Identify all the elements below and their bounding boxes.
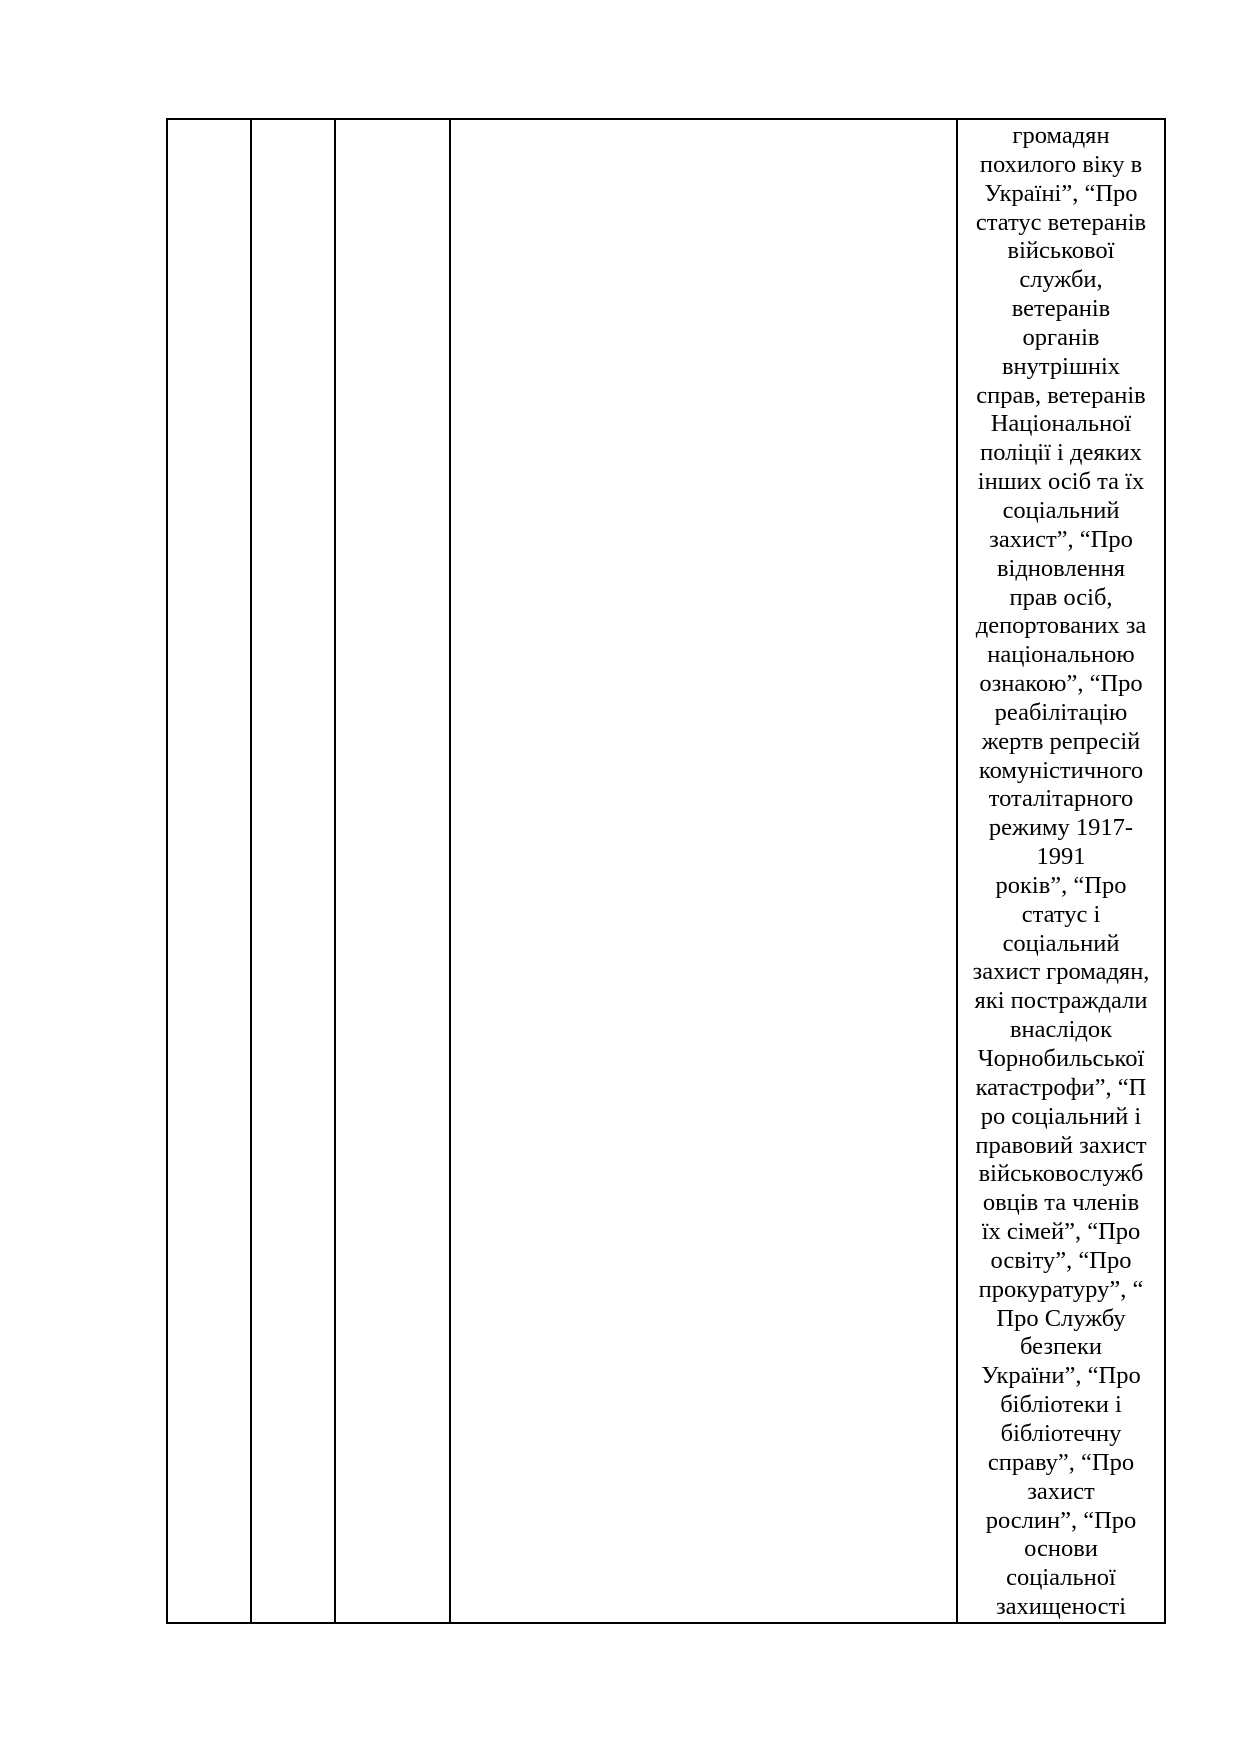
text-line: овців та членів <box>982 1189 1140 1217</box>
text-line: соціальний <box>1002 496 1120 524</box>
text-line: захист громадян, <box>972 958 1150 986</box>
text-line: Про Службу <box>996 1304 1126 1332</box>
text-line: України”, “Про <box>981 1362 1141 1390</box>
text-line: правовий захист <box>975 1131 1147 1159</box>
text-line: прав осіб, <box>1009 583 1113 611</box>
text-line: інших осіб та їх <box>977 468 1145 496</box>
text-line: ознакою”, “Про <box>979 670 1143 698</box>
table-cell-col-1 <box>167 119 251 1623</box>
table-cell-col-3 <box>335 119 450 1623</box>
text-line: 1991 <box>1036 843 1086 871</box>
text-line: катастрофи”, “П <box>975 1073 1147 1101</box>
table-cell-col-4 <box>450 119 957 1623</box>
text-line: поліції і деяких <box>980 439 1142 467</box>
text-line: ветеранів <box>1011 295 1111 323</box>
text-line: справу”, “Про <box>987 1448 1135 1476</box>
table-cell-col-2 <box>251 119 335 1623</box>
text-line: безпеки <box>1020 1333 1102 1361</box>
table-row <box>167 119 1165 1623</box>
text-line: режиму 1917- <box>988 814 1134 842</box>
table-cell-col-5 <box>957 119 1165 1623</box>
text-line: Національної <box>990 410 1132 438</box>
text-line: депортованих за <box>975 612 1147 640</box>
text-line: основи <box>1024 1535 1098 1563</box>
text-line: соціальний <box>1002 929 1120 957</box>
text-line: Україні”, “Про <box>984 179 1138 207</box>
text-line: національною <box>987 641 1135 669</box>
text-line: військовослужб <box>978 1160 1144 1188</box>
text-line: бібліотечну <box>1000 1419 1122 1447</box>
text-line: статус ветеранів <box>975 208 1147 236</box>
text-line: внутрішніх <box>1001 352 1121 380</box>
text-line: військової <box>1007 237 1115 265</box>
text-line: органів <box>1022 323 1100 351</box>
text-line: відновлення <box>996 554 1126 582</box>
text-line: Чорнобильської <box>977 1045 1145 1072</box>
text-line: служби, <box>1019 266 1103 294</box>
law-list-text <box>958 120 1164 1622</box>
text-line: комуністичного <box>978 756 1144 784</box>
text-line: громадян <box>1012 122 1110 149</box>
text-line: які постраждали <box>974 987 1148 1015</box>
text-line: рослин”, “Про <box>985 1506 1137 1534</box>
text-line: статус і <box>1021 900 1101 928</box>
text-line: внаслідок <box>1009 1016 1113 1044</box>
text-line: захист <box>1027 1477 1095 1505</box>
text-line: похилого віку в <box>979 150 1143 178</box>
text-line: реабілітацію <box>994 698 1128 726</box>
text-line: захищеності <box>995 1593 1126 1621</box>
text-line: їх сімей”, “Про <box>981 1218 1141 1246</box>
text-line: ро соціальний і <box>980 1102 1142 1130</box>
text-line: справ, ветеранів <box>976 381 1146 409</box>
text-line: років”, “Про <box>995 871 1127 899</box>
text-line: прокуратуру”, “ <box>978 1275 1144 1303</box>
text-line: тоталітарного <box>988 785 1134 813</box>
text-line: бібліотеки і <box>1000 1391 1122 1419</box>
document-table <box>166 118 1166 1624</box>
text-line: захист”, “Про <box>989 525 1133 553</box>
text-line: жертв репресій <box>981 727 1141 755</box>
text-line: соціальної <box>1006 1564 1116 1592</box>
text-line: освіту”, “Про <box>990 1246 1132 1274</box>
